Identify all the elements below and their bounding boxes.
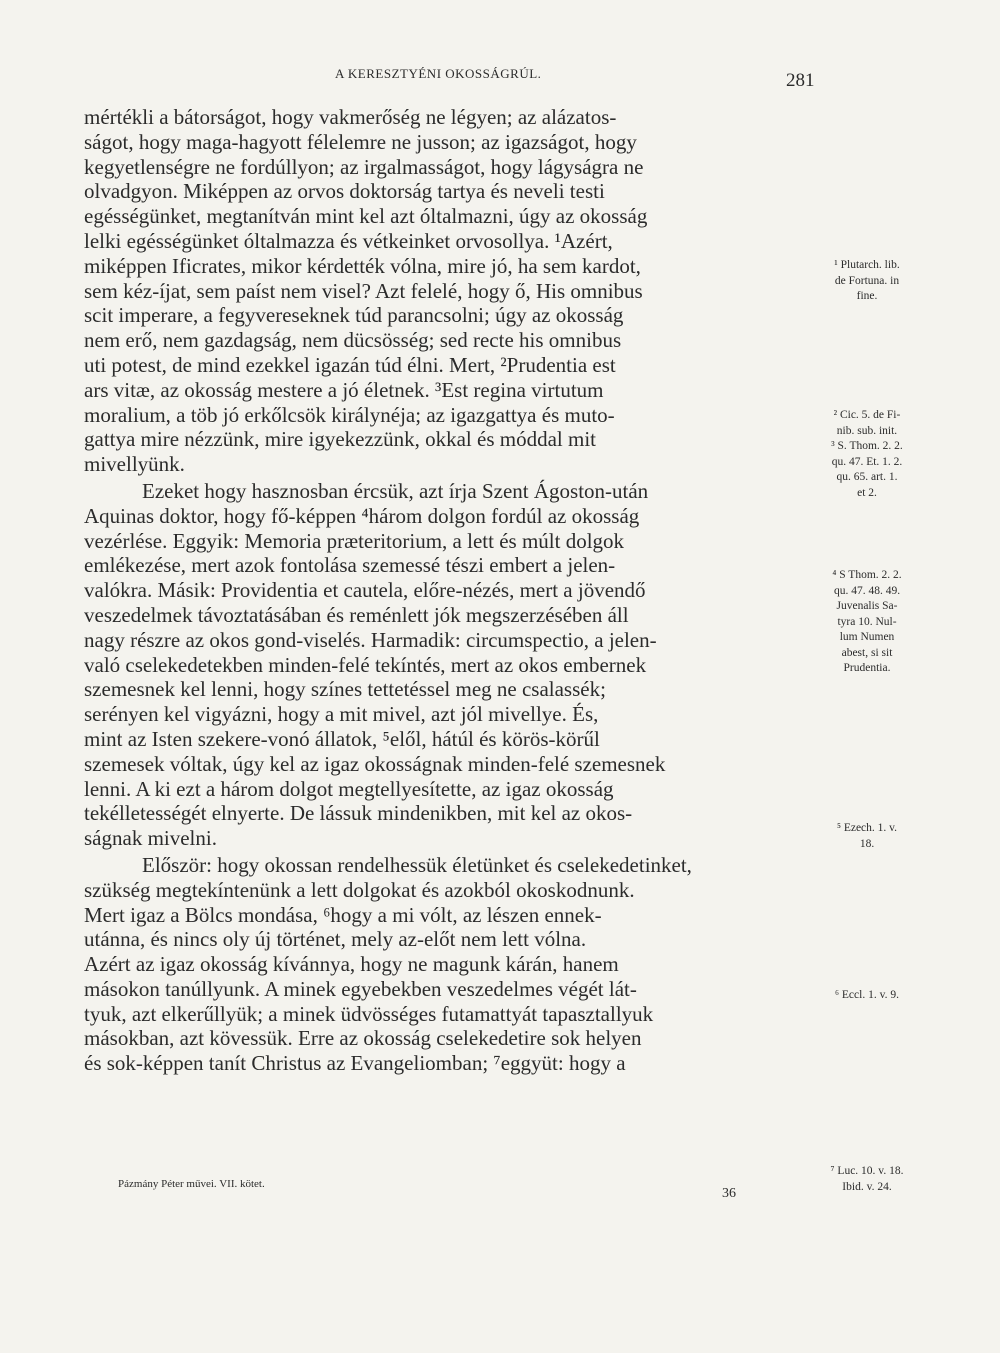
margin-note: ⁶ Eccl. 1. v. 9. (835, 989, 899, 1001)
margin-note: ¹ Plutarch. lib. de Fortuna. in fine. (834, 259, 900, 302)
text-line: ars vitæ, az okosság mestere a jó életnek. ³Est regina virtutum (84, 377, 604, 402)
text-line: és sok-képpen tanít Christus az Evangeliomban; ⁷eggyüt: hogy a (84, 1051, 626, 1076)
text-line: Először: hogy okossan rendelhessük életünket és cselekedetinket, (142, 852, 692, 877)
text-line: scit imperare, a fegyvereseknek túd parancsolni; úgy az okosság (84, 303, 624, 328)
text-line: emlékezése, mert azok fontolása szemessé tészi embert a jelen- (84, 553, 616, 578)
text-line: szemesnek kel lenni, hogy színes tettetéssel meg ne csalassék; (84, 677, 606, 702)
margin-note: ⁷ Luc. 10. v. 18. Ibid. v. 24. (830, 1165, 904, 1193)
text-line: másokban, azt kövessük. Erre az okosság cselekedetire sok helyen (84, 1026, 642, 1051)
text-line: miképpen Ificrates, mikor kérdették vólna, mire jó, ha sem kardot, (84, 253, 641, 278)
text-line: Mert igaz a Bölcs mondása, ⁶hogy a mi vólt, az lészen ennek- (84, 902, 602, 927)
text-line: mértékli a bátorságot, hogy vakmerőség ne légyen; az alázatos- (84, 105, 617, 129)
text-line: egésségünket, megtanítván mint kel azt óltalmazni, úgy az okosság (84, 204, 648, 229)
text-line: nagy részre az okos gond-viselés. Harmadik: circumspectio, a jelen- (84, 627, 657, 652)
text-line: szemesek vóltak, úgy kel az igaz okosságnak minden-felé szemesnek (84, 751, 666, 776)
text-line: ságot, hogy maga-hagyott félelemre ne jusson; az igazságot, hogy (84, 129, 637, 154)
text-line: kegyetlenségre ne fordúllyon; az irgalmasságot, hogy lágyságra ne (84, 154, 644, 179)
text-line: mivellyünk. (84, 452, 185, 477)
text-line: utánna, és nincs oly új történet, mely az-előt nem lett vólna. (84, 927, 587, 952)
text-line: Azért az igaz okosság kívánnya, hogy ne magunk kárán, hanem (84, 952, 619, 977)
running-head: A KERESZTYÉNI OKOSSÁGRÚL. (335, 66, 542, 81)
text-line: sem kéz-íjat, sem paíst nem visel? Azt felelé, hogy ő, His omnibus (84, 278, 643, 303)
margin-note: ² Cic. 5. de Fi- nib. sub. init. ³ S. Thom. 2. 2. qu. 47. Et. 1. 2. qu. 65. art. 1. et 2. (831, 409, 903, 499)
text-line: mint az Isten szekere-vonó állatok, ⁵elől, hátúl és körös-körűl (84, 726, 600, 751)
body-text (84, 105, 814, 1076)
signature-mark: 36 (722, 1186, 736, 1201)
text-line: olvadgyon. Miképpen az orvos doktorság tartya és neveli testi (84, 179, 605, 204)
text-line: szükség megtekíntenünk a lett dolgokat és azokból okoskodnunk. (84, 877, 635, 902)
text-line: moralium, a töb jó erkőlcsök királynéja; az igazgattya és muto- (84, 402, 615, 427)
text-line: uti potest, de mind ezekkel igazán túd élni. Mert, ²Prudentia est (84, 352, 616, 377)
text-line: nem erő, nem gazdagság, nem dücsösség; sed recte his omnibus (84, 328, 622, 353)
margin-note: ⁵ Ezech. 1. v. 18. (836, 822, 898, 850)
text-line: lenni. A ki ezt a három dolgot megtellyesítette, az igaz okosság (84, 776, 614, 801)
margin-note: ⁴ S Thom. 2. 2. qu. 47. 48. 49. Juvenalis Sa- tyra 10. Nul- lum Numen abest, si sit Prudentia. (832, 569, 902, 674)
text-line: lelki egésségünket óltalmazza és vétkeinket orvosollya. ¹Azért, (84, 228, 613, 253)
page-number: 281 (786, 70, 815, 91)
text-line: serényen kel vigyázni, hogy a mit mivel, azt jól mivellye. És, (84, 702, 599, 727)
text-line: Ezeket hogy hasznosban ércsük, azt írja Szent Ágoston-után (142, 478, 649, 503)
imprint-footer: Pázmány Péter művei. VII. kötet. (118, 1178, 265, 1190)
text-line: másokon tanúllyunk. A minek egyebekben veszedelmes végét lát- (84, 976, 637, 1001)
text-line: valókra. Másik: Providentia et cautela, előre-nézés, mert a jövendő (84, 578, 646, 603)
text-line: vezérlése. Eggyik: Memoria præteritorium, a lett és múlt dolgok (84, 528, 625, 553)
text-line: ságnak mivelni. (84, 826, 217, 851)
text-line: való cselekedetekben minden-felé tekíntés, mert az okos embernek (84, 652, 647, 677)
text-line: tyuk, azt elkerűllyük; a minek üdvösséges futamattyát tapasztallyuk (84, 1001, 654, 1026)
text-line: veszedelmek távoztatásában és reménlett jók megszerzésében áll (84, 602, 629, 627)
text-line: Aquinas doktor, hogy fő-képpen ⁴három dolgon fordúl az okosság (84, 503, 640, 528)
text-line: gattya mire nézzünk, mire igyekezzünk, okkal és móddal mit (84, 427, 596, 452)
text-line: tekélletességét elnyerte. De lássuk mindenikben, mit kel az okos- (84, 801, 633, 826)
